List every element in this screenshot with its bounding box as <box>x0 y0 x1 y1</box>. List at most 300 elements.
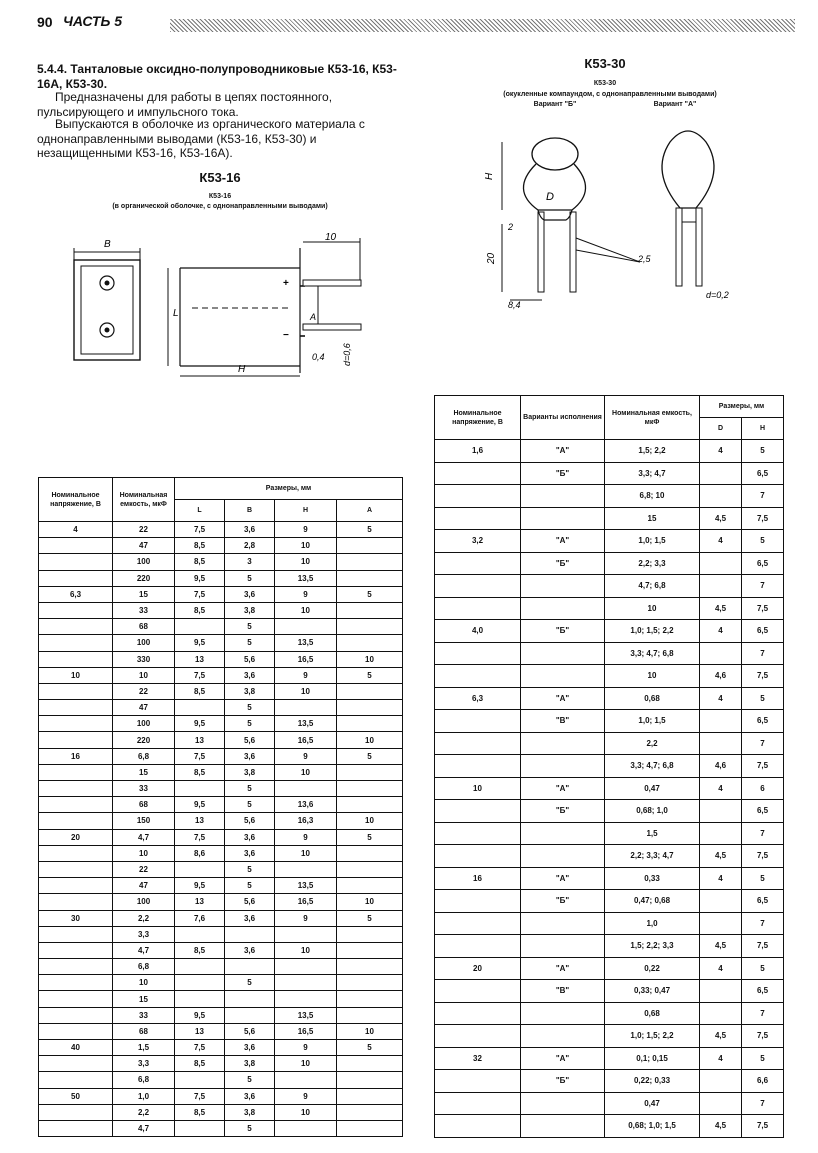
t1-cell: 3,6 <box>225 667 275 683</box>
t1-cell <box>39 1023 113 1039</box>
t1-row <box>39 1040 403 1056</box>
t2-cell: 6,8; 10 <box>605 485 700 508</box>
t2-cell <box>700 890 742 913</box>
k5330-fig-subtitle: (окукленные компаундом, с однонаправленными выводами) <box>503 91 717 98</box>
t1-cell: 10 <box>337 1023 403 1039</box>
t1-cell: 3,6 <box>225 1040 275 1056</box>
t1-cell: 100 <box>113 635 175 651</box>
t2-cell: 7,5 <box>742 755 784 778</box>
t2-cell <box>521 575 605 598</box>
t1-cell: 15 <box>113 764 175 780</box>
t2-row <box>435 800 784 823</box>
t1-cell: 5 <box>225 797 275 813</box>
t2-head-d: D <box>700 418 742 440</box>
t2-cell: 32 <box>435 1047 521 1070</box>
t1-cell <box>175 700 225 716</box>
k5316-drawing <box>60 228 380 383</box>
t2-cell: 0,33; 0,47 <box>605 980 700 1003</box>
t1-cell <box>337 764 403 780</box>
t2-cell: 6,5 <box>742 462 784 485</box>
t1-cell <box>39 861 113 877</box>
section-description-2: Выпускаются в оболочке из органического материала с однонаправленными выводами (К53-16, К53-30) и незащищенными К53-16, К53-16А). <box>37 117 365 160</box>
t1-cell <box>175 619 225 635</box>
t2-row <box>435 777 784 800</box>
t1-cell <box>39 781 113 797</box>
t2-cell <box>521 1092 605 1115</box>
t1-cell <box>337 845 403 861</box>
t1-cell: 15 <box>113 586 175 602</box>
t1-cell <box>175 1072 225 1088</box>
t2-cell: 4,6 <box>700 665 742 688</box>
t1-cell: 5,6 <box>225 813 275 829</box>
t1-cell: 3,8 <box>225 602 275 618</box>
t1-row <box>39 700 403 716</box>
t2-row <box>435 890 784 913</box>
t1-cell: 22 <box>113 683 175 699</box>
t1-cell: 5 <box>225 619 275 635</box>
header-bar <box>170 19 795 32</box>
t1-cell <box>175 991 225 1007</box>
t1-cell <box>275 926 337 942</box>
t1-cell: 68 <box>113 797 175 813</box>
t1-cell <box>39 700 113 716</box>
t1-row <box>39 861 403 877</box>
t2-cell: 1,5; 2,2; 3,3 <box>605 935 700 958</box>
t2-cell <box>435 935 521 958</box>
t1-row <box>39 570 403 586</box>
t1-cell: 3,6 <box>225 586 275 602</box>
t2-cell: 7 <box>742 912 784 935</box>
t1-row <box>39 991 403 1007</box>
t1-cell <box>39 845 113 861</box>
t2-row <box>435 1002 784 1025</box>
t1-row <box>39 554 403 570</box>
t2-cell: 5 <box>742 957 784 980</box>
t1-cell: 22 <box>113 522 175 538</box>
t2-cell: 6,3 <box>435 687 521 710</box>
t1-cell <box>275 991 337 1007</box>
t2-cell <box>521 597 605 620</box>
dim-04: 0,4 <box>312 352 325 362</box>
t1-cell <box>337 635 403 651</box>
t2-cell: 0,33 <box>605 867 700 890</box>
t2-cell <box>700 710 742 733</box>
t1-cell: 2,2 <box>113 910 175 926</box>
t1-cell <box>337 942 403 958</box>
t2-cell: 7,5 <box>742 597 784 620</box>
t2-cell: 0,47 <box>605 1092 700 1115</box>
dim-d: D <box>546 191 554 203</box>
t1-cell <box>39 651 113 667</box>
t2-cell <box>435 1002 521 1025</box>
t2-cell: 1,6 <box>435 440 521 463</box>
t1-head-a: A <box>337 500 403 522</box>
t1-cell <box>337 797 403 813</box>
t1-cell: 9,5 <box>175 570 225 586</box>
t1-cell: 4,7 <box>113 829 175 845</box>
t1-cell <box>337 1088 403 1104</box>
t2-cell: "В" <box>521 710 605 733</box>
t2-cell: 4,7; 6,8 <box>605 575 700 598</box>
t1-cell <box>337 683 403 699</box>
t2-cell: 7,5 <box>742 665 784 688</box>
t1-cell: 5 <box>225 570 275 586</box>
t1-row <box>39 1056 403 1072</box>
t2-cell: 0,68 <box>605 1002 700 1025</box>
t1-cell: 10 <box>39 667 113 683</box>
t1-row <box>39 667 403 683</box>
t2-row <box>435 687 784 710</box>
t1-cell: 13 <box>175 651 225 667</box>
t1-cell: 2,8 <box>225 538 275 554</box>
t1-cell: 10 <box>275 683 337 699</box>
t2-cell: 1,0; 1,5 <box>605 710 700 733</box>
t1-cell <box>275 975 337 991</box>
page-number: 90 <box>37 14 53 30</box>
t2-cell <box>435 597 521 620</box>
t2-cell: 3,2 <box>435 530 521 553</box>
t1-cell: 6,8 <box>113 1072 175 1088</box>
t1-cell: 10 <box>113 845 175 861</box>
t2-cell: 4 <box>700 957 742 980</box>
t1-cell: 5 <box>225 1072 275 1088</box>
t2-cell: 4,6 <box>700 755 742 778</box>
t1-cell: 3,6 <box>225 1088 275 1104</box>
t1-cell <box>39 1007 113 1023</box>
t1-head-b: B <box>225 500 275 522</box>
t2-row <box>435 552 784 575</box>
t2-row <box>435 597 784 620</box>
t2-cell: 3,3; 4,7; 6,8 <box>605 755 700 778</box>
t2-head-capacity: Номинальная емкость, мкФ <box>605 396 700 440</box>
t2-cell <box>700 485 742 508</box>
t2-cell: 7,5 <box>742 507 784 530</box>
t1-cell: 1,0 <box>113 1088 175 1104</box>
t2-cell: 2,2; 3,3 <box>605 552 700 575</box>
t1-cell: 47 <box>113 700 175 716</box>
t1-cell <box>175 926 225 942</box>
t1-cell: 8,5 <box>175 1056 225 1072</box>
t2-cell <box>521 1002 605 1025</box>
t1-cell: 5,6 <box>225 651 275 667</box>
t2-cell: 1,5; 2,2 <box>605 440 700 463</box>
t1-cell: 47 <box>113 538 175 554</box>
t1-cell: 330 <box>113 651 175 667</box>
t2-cell: 7,5 <box>742 1025 784 1048</box>
t1-cell: 50 <box>39 1088 113 1104</box>
t2-cell <box>521 485 605 508</box>
t1-cell: 4 <box>39 522 113 538</box>
t1-cell <box>175 975 225 991</box>
t1-cell: 220 <box>113 732 175 748</box>
t2-cell <box>435 845 521 868</box>
t2-cell <box>700 642 742 665</box>
t2-cell: "А" <box>521 440 605 463</box>
t1-cell: 9,5 <box>175 878 225 894</box>
t1-row <box>39 732 403 748</box>
t1-cell: 40 <box>39 1040 113 1056</box>
t1-row <box>39 538 403 554</box>
t1-cell: 3,8 <box>225 764 275 780</box>
t2-cell <box>435 1025 521 1048</box>
t2-cell: "В" <box>521 980 605 1003</box>
t2-cell <box>521 507 605 530</box>
dim-a: A <box>310 312 317 322</box>
t2-cell: 4,5 <box>700 1115 742 1138</box>
t1-cell: 8,5 <box>175 764 225 780</box>
t1-cell <box>39 554 113 570</box>
t1-cell: 9,5 <box>175 716 225 732</box>
t1-cell: 5 <box>337 829 403 845</box>
t2-cell <box>435 462 521 485</box>
t1-cell: 9,5 <box>175 797 225 813</box>
t1-cell: 7,5 <box>175 1088 225 1104</box>
t1-cell: 5 <box>337 748 403 764</box>
t2-cell: 4,5 <box>700 507 742 530</box>
t1-cell <box>337 554 403 570</box>
t1-cell <box>337 570 403 586</box>
t2-cell: 0,68; 1,0 <box>605 800 700 823</box>
t1-cell: 33 <box>113 781 175 797</box>
t1-cell: 13 <box>175 894 225 910</box>
t2-row <box>435 1092 784 1115</box>
t2-cell: 15 <box>605 507 700 530</box>
t2-cell <box>700 1070 742 1093</box>
t1-cell: 8,5 <box>175 683 225 699</box>
t1-cell: 7,5 <box>175 1040 225 1056</box>
t2-cell: 4,0 <box>435 620 521 643</box>
t2-cell: 1,0; 1,5; 2,2 <box>605 1025 700 1048</box>
t1-cell <box>39 926 113 942</box>
t2-row <box>435 935 784 958</box>
t1-cell: 5 <box>225 1120 275 1136</box>
t1-row <box>39 781 403 797</box>
t1-cell: 5 <box>225 716 275 732</box>
t2-head-voltage: Номинальное напряжение, В <box>435 396 521 440</box>
t1-cell: 100 <box>113 716 175 732</box>
t1-cell <box>337 1007 403 1023</box>
t1-cell <box>337 716 403 732</box>
t1-head-h: H <box>275 500 337 522</box>
t2-cell: 7 <box>742 1002 784 1025</box>
t1-cell: 10 <box>275 1056 337 1072</box>
t2-row <box>435 980 784 1003</box>
t1-cell <box>39 813 113 829</box>
t2-row <box>435 957 784 980</box>
t1-cell: 8,5 <box>175 554 225 570</box>
t1-cell <box>39 716 113 732</box>
t2-cell: 5 <box>742 867 784 890</box>
t2-cell <box>700 912 742 935</box>
t2-cell <box>700 1002 742 1025</box>
t1-cell <box>275 861 337 877</box>
t2-row <box>435 845 784 868</box>
t1-cell <box>39 570 113 586</box>
t1-cell <box>39 1072 113 1088</box>
t1-cell <box>337 602 403 618</box>
t2-row <box>435 642 784 665</box>
t1-cell: 9 <box>275 1040 337 1056</box>
t2-cell <box>521 822 605 845</box>
t2-row <box>435 665 784 688</box>
t2-row <box>435 912 784 935</box>
t1-cell: 7,5 <box>175 667 225 683</box>
t1-cell <box>39 619 113 635</box>
t1-cell: 16,5 <box>275 732 337 748</box>
t1-row <box>39 1104 403 1120</box>
t2-cell: 6,6 <box>742 1070 784 1093</box>
t2-cell <box>521 845 605 868</box>
t1-cell: 13,5 <box>275 878 337 894</box>
t2-cell <box>435 507 521 530</box>
t1-cell <box>225 926 275 942</box>
t1-cell: 30 <box>39 910 113 926</box>
t1-cell <box>39 975 113 991</box>
t1-cell: 3,8 <box>225 683 275 699</box>
t2-cell <box>435 822 521 845</box>
t2-cell: 0,68 <box>605 687 700 710</box>
t1-row <box>39 1072 403 1088</box>
t1-cell <box>39 1056 113 1072</box>
t1-cell: 9,5 <box>175 1007 225 1023</box>
t1-cell <box>39 959 113 975</box>
t1-cell: 10 <box>275 538 337 554</box>
t1-cell <box>337 861 403 877</box>
t2-cell: 4 <box>700 687 742 710</box>
t2-row <box>435 485 784 508</box>
t2-cell: 6 <box>742 777 784 800</box>
t1-cell <box>39 635 113 651</box>
t1-cell <box>225 991 275 1007</box>
t1-cell: 4,7 <box>113 1120 175 1136</box>
t1-head-voltage: Номинальное напряжение, В <box>39 478 113 522</box>
t2-row <box>435 822 784 845</box>
t1-cell <box>39 991 113 1007</box>
t1-cell: 3,6 <box>225 829 275 845</box>
t2-row <box>435 710 784 733</box>
t1-cell <box>337 619 403 635</box>
t2-cell <box>700 980 742 1003</box>
t2-cell <box>521 1115 605 1138</box>
t2-cell <box>435 485 521 508</box>
dim-h30: H <box>484 172 495 180</box>
dim-20: 20 <box>486 252 497 264</box>
t1-cell <box>39 538 113 554</box>
t1-row <box>39 1088 403 1104</box>
dim-b: B <box>104 239 111 250</box>
t2-cell: 5 <box>742 440 784 463</box>
t2-cell: 7 <box>742 1092 784 1115</box>
minus-sign: − <box>283 330 289 341</box>
t2-cell: 1,5 <box>605 822 700 845</box>
t1-cell: 8,6 <box>175 845 225 861</box>
t1-cell: 5 <box>225 975 275 991</box>
t1-row <box>39 748 403 764</box>
t2-cell: 5 <box>742 530 784 553</box>
t1-cell: 10 <box>275 942 337 958</box>
t1-cell <box>337 975 403 991</box>
t2-cell: 0,22; 0,33 <box>605 1070 700 1093</box>
t1-cell: 5,6 <box>225 732 275 748</box>
t2-row <box>435 732 784 755</box>
t1-cell: 13,5 <box>275 1007 337 1023</box>
t1-cell: 3 <box>225 554 275 570</box>
t1-cell <box>39 1120 113 1136</box>
dim-84: 8,4 <box>508 300 521 310</box>
t1-cell <box>39 797 113 813</box>
part-label: ЧАСТЬ 5 <box>63 13 123 29</box>
t1-cell: 22 <box>113 861 175 877</box>
t1-row <box>39 797 403 813</box>
t1-cell: 16,3 <box>275 813 337 829</box>
t1-cell: 16,5 <box>275 1023 337 1039</box>
t1-cell: 13,6 <box>275 797 337 813</box>
t2-cell <box>521 732 605 755</box>
t2-cell: 4 <box>700 530 742 553</box>
section-description-1: Предназначены для работы в цепях постоянного, пульсирующего и импульсного тока. <box>37 90 333 119</box>
t1-cell: 10 <box>275 845 337 861</box>
t1-cell <box>39 764 113 780</box>
t2-cell <box>700 1092 742 1115</box>
t1-cell: 4,7 <box>113 942 175 958</box>
t2-cell: 6,5 <box>742 552 784 575</box>
t2-cell: 6,5 <box>742 710 784 733</box>
t2-cell: 10 <box>435 777 521 800</box>
t2-row <box>435 867 784 890</box>
t1-row <box>39 813 403 829</box>
t1-cell: 9,5 <box>175 635 225 651</box>
k5316-fig-subtitle: (в органической оболочке, с однонаправленными выводами) <box>112 203 328 210</box>
t1-cell <box>275 700 337 716</box>
t2-cell: "Б" <box>521 890 605 913</box>
t1-cell <box>275 959 337 975</box>
t1-cell: 5,6 <box>225 894 275 910</box>
t1-cell <box>175 959 225 975</box>
t1-cell: 3,8 <box>225 1056 275 1072</box>
t1-cell: 33 <box>113 1007 175 1023</box>
t1-cell: 5 <box>337 1040 403 1056</box>
t2-cell <box>700 822 742 845</box>
t2-cell: 6,5 <box>742 980 784 1003</box>
t2-cell: "Б" <box>521 462 605 485</box>
t1-cell: 20 <box>39 829 113 845</box>
t2-row <box>435 440 784 463</box>
t1-cell: 5 <box>225 700 275 716</box>
t1-cell <box>39 878 113 894</box>
t1-cell <box>337 959 403 975</box>
k5316-heading: К53-16 <box>199 170 241 185</box>
dim-25: 2,5 <box>638 254 651 264</box>
t2-cell: "Б" <box>521 800 605 823</box>
t1-cell: 9 <box>275 586 337 602</box>
t2-cell: 4 <box>700 867 742 890</box>
variant-b-label: Вариант "Б" <box>533 101 577 108</box>
t2-cell <box>700 732 742 755</box>
t1-cell: 68 <box>113 619 175 635</box>
t1-cell: 7,5 <box>175 586 225 602</box>
t1-cell <box>175 1120 225 1136</box>
t1-head-sizes: Размеры, мм <box>175 478 403 500</box>
t2-cell: 0,1; 0,15 <box>605 1047 700 1070</box>
t1-cell: 3,3 <box>113 1056 175 1072</box>
t2-cell <box>521 1025 605 1048</box>
t1-cell: 10 <box>337 894 403 910</box>
t1-cell: 13 <box>175 732 225 748</box>
t1-cell: 10 <box>275 602 337 618</box>
t1-cell: 5,6 <box>225 1023 275 1039</box>
t1-cell <box>39 942 113 958</box>
t1-cell: 10 <box>275 554 337 570</box>
